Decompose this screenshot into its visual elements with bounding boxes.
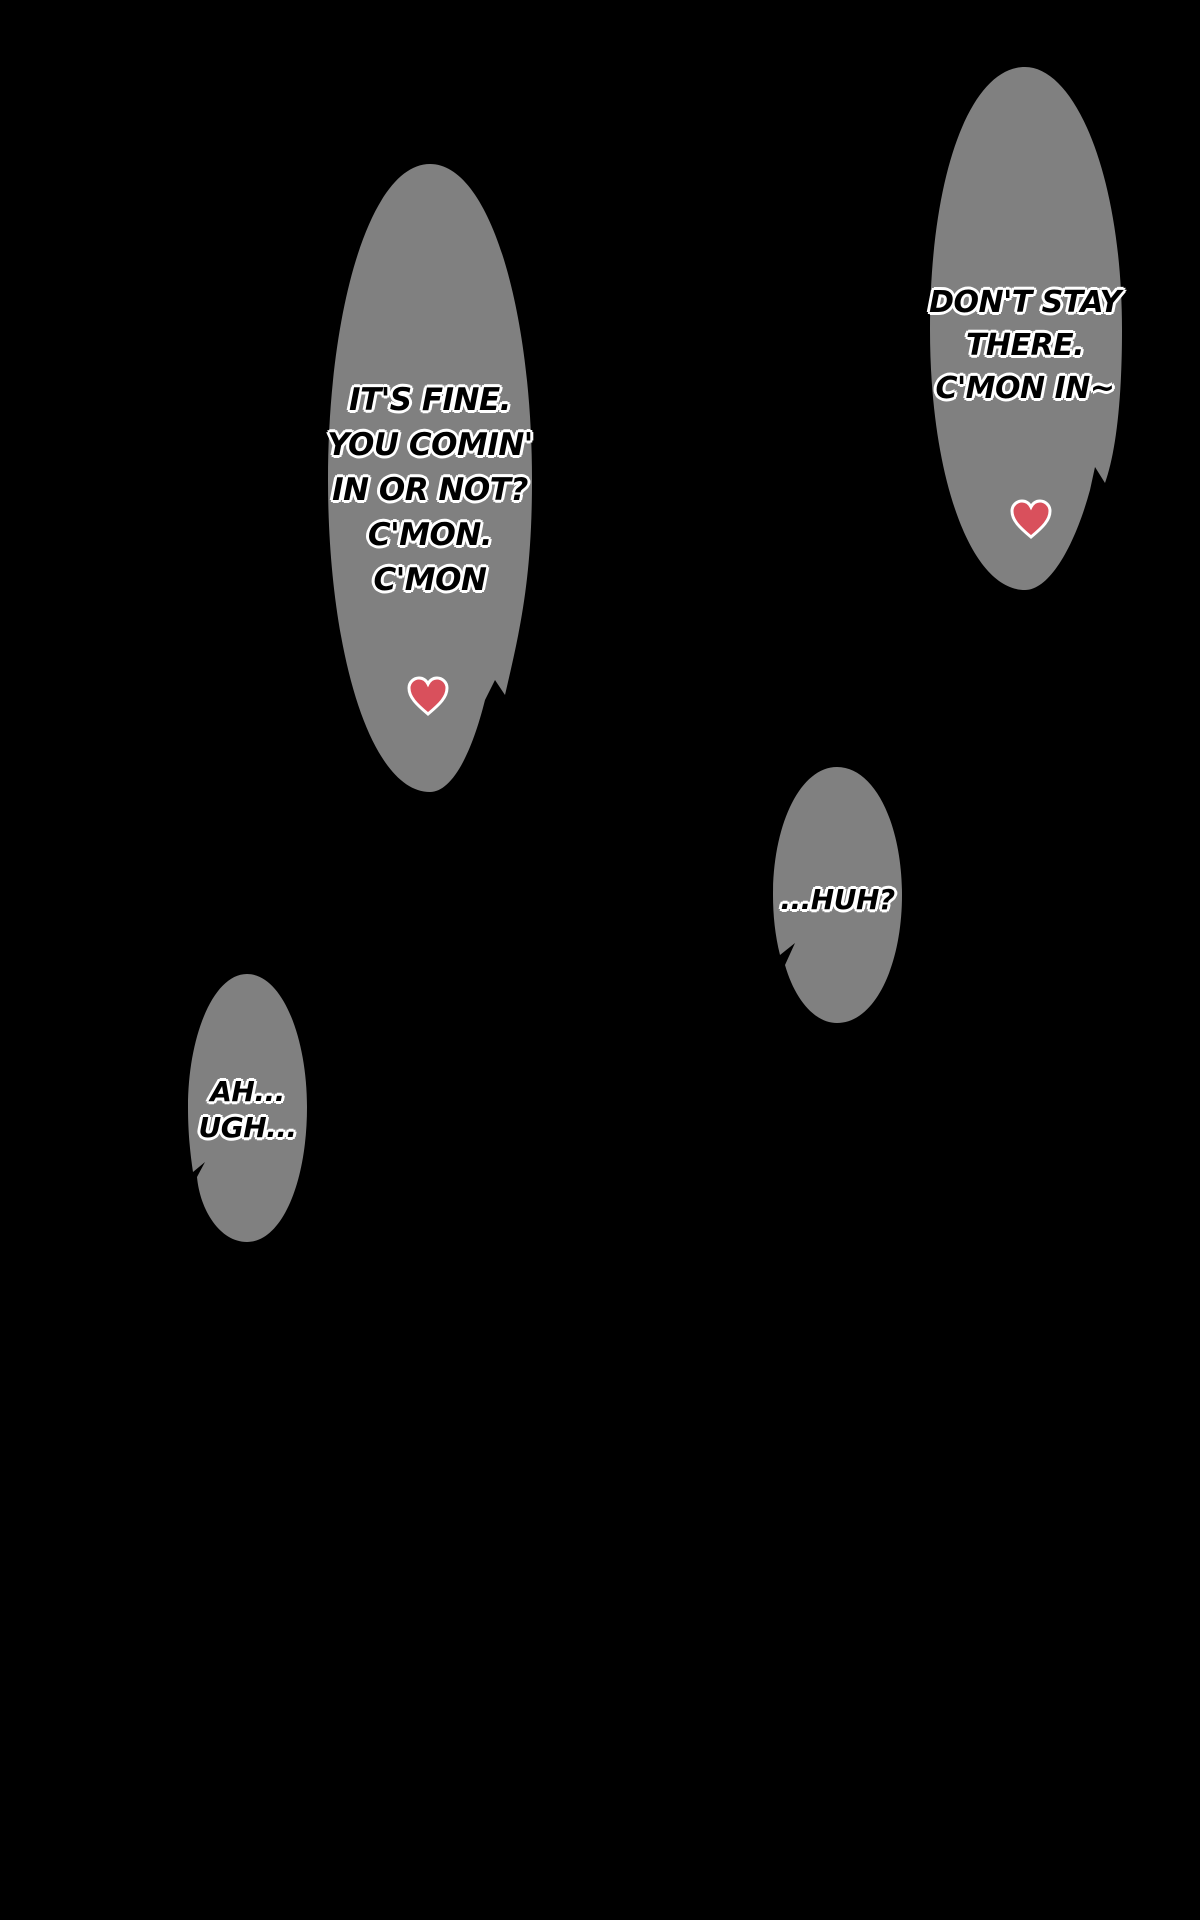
speech-line: THERE.	[965, 327, 1085, 363]
speech-line: IN OR NOT?	[332, 471, 528, 508]
speech-bubble-4-text	[185, 1070, 310, 1150]
speech-line: C'MON	[373, 561, 487, 598]
speech-bubble-1-text	[320, 380, 540, 600]
speech-line: C'MON.	[367, 516, 493, 553]
speech-line: C'MON IN~	[935, 370, 1115, 406]
heart-icon	[1009, 498, 1053, 540]
heart-icon	[406, 675, 450, 717]
speech-line: ...HUH?	[780, 883, 895, 916]
speech-line: UGH...	[198, 1111, 297, 1144]
speech-line: DON'T STAY	[929, 284, 1121, 320]
speech-bubble-2-text	[925, 280, 1125, 410]
speech-bubble-3-text	[770, 875, 905, 925]
speech-line: IT'S FINE.	[349, 381, 511, 418]
speech-line: AH...	[210, 1075, 285, 1108]
speech-line: YOU COMIN'	[327, 426, 533, 463]
